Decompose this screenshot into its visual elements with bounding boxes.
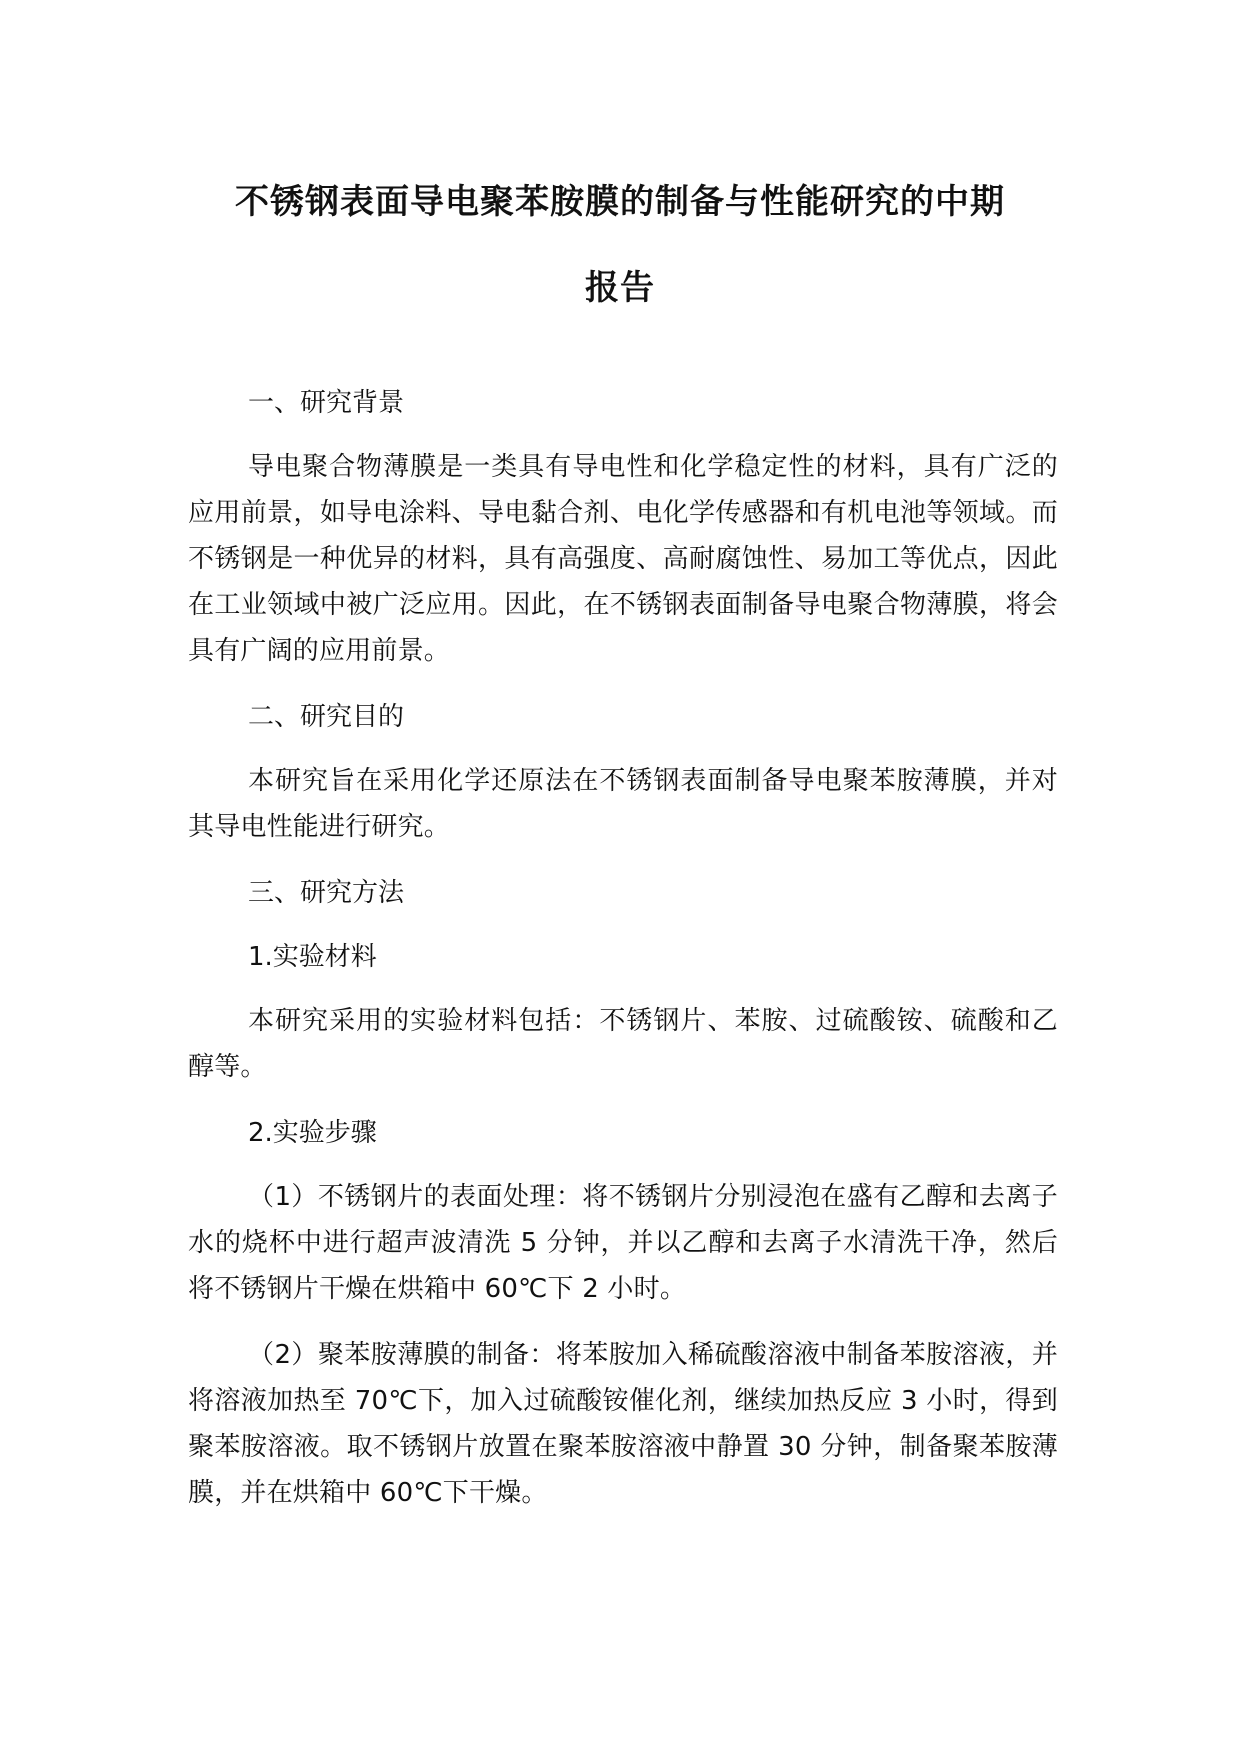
section-heading-purpose: 二、研究目的	[248, 702, 405, 732]
paragraph-step-2: （2）聚苯胺薄膜的制备：将苯胺加入稀硫酸溶液中制备苯胺溶液，并将溶液加热至 70℃下，加入过硫酸铵催化剂，继续加热反应 3 小时，得到聚苯胺溶液。取不锈钢片放置在聚苯胺溶液中静置 30 分钟，制备聚苯胺薄膜，并在烘箱中 60℃下干燥。	[188, 1340, 1058, 1508]
document-title-line2: 报告	[585, 268, 655, 308]
subsection-heading-steps: 2.实验步骤	[248, 1118, 377, 1148]
document-body	[188, 380, 1058, 1516]
section-heading-background: 一、研究背景	[248, 388, 405, 418]
document-title-line1: 不锈钢表面导电聚苯胺膜的制备与性能研究的中期	[235, 182, 1005, 222]
paragraph-purpose: 本研究旨在采用化学还原法在不锈钢表面制备导电聚苯胺薄膜，并对其导电性能进行研究。	[188, 766, 1058, 842]
paragraph-background: 导电聚合物薄膜是一类具有导电性和化学稳定性的材料，具有广泛的应用前景，如导电涂料、导电黏合剂、电化学传感器和有机电池等领域。而不锈钢是一种优异的材料，具有高强度、高耐腐蚀性、易加工等优点，因此在工业领域中被广泛应用。因此，在不锈钢表面制备导电聚合物薄膜，将会具有广阔的应用前景。	[188, 452, 1058, 666]
paragraph-step-1: （1）不锈钢片的表面处理：将不锈钢片分别浸泡在盛有乙醇和去离子水的烧杯中进行超声波清洗 5 分钟，并以乙醇和去离子水清洗干净，然后将不锈钢片干燥在烘箱中 60℃下 2 小时。	[188, 1182, 1058, 1304]
paragraph-materials: 本研究采用的实验材料包括：不锈钢片、苯胺、过硫酸铵、硫酸和乙醇等。	[188, 1006, 1058, 1082]
subsection-heading-materials: 1.实验材料	[248, 942, 377, 972]
section-heading-methods: 三、研究方法	[248, 878, 405, 908]
